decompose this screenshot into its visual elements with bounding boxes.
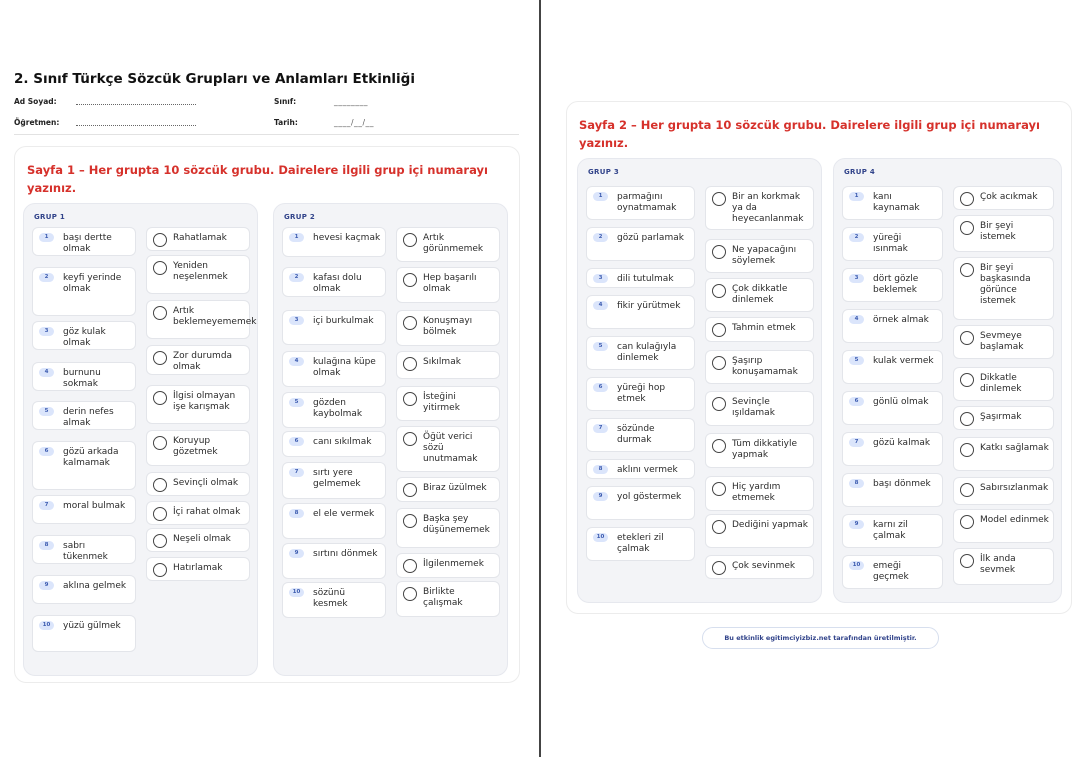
phrase-item xyxy=(32,362,136,391)
phrase-item xyxy=(282,582,386,618)
meaning-text: Sevinçle ışıldamak xyxy=(732,397,775,418)
meaning-option xyxy=(705,317,814,342)
meaning-text: Biraz üzülmek xyxy=(423,483,487,493)
phrase-text: moral bulmak xyxy=(63,501,126,511)
meaning-text: Katkı sağlamak xyxy=(980,443,1049,453)
number-badge: 6 xyxy=(593,383,608,392)
answer-circle[interactable] xyxy=(403,514,417,528)
meaning-text: İsteğini yitirmek xyxy=(423,392,460,413)
phrase-item xyxy=(842,432,943,466)
number-badge: 10 xyxy=(289,588,304,597)
answer-circle[interactable] xyxy=(153,391,167,405)
group-panel xyxy=(833,158,1062,603)
answer-circle[interactable] xyxy=(403,357,417,371)
meaning-text: Sevmeye başlamak xyxy=(980,331,1024,352)
meaning-option xyxy=(146,472,250,496)
answer-circle[interactable] xyxy=(960,263,974,277)
answer-circle[interactable] xyxy=(403,233,417,247)
phrase-item xyxy=(842,514,943,548)
header-divider xyxy=(14,134,519,135)
phrase-text: keyfi yerinde olmak xyxy=(63,273,122,294)
number-badge: 3 xyxy=(289,316,304,325)
phrase-item xyxy=(32,321,136,350)
meaning-text: İlgisi olmayan işe karışmak xyxy=(173,391,236,412)
sinif-label: Sınıf: xyxy=(274,97,297,106)
number-badge: 2 xyxy=(593,233,608,242)
meaning-text: Öğüt verici sözü unutmamak xyxy=(423,432,478,464)
meaning-option xyxy=(146,300,257,339)
meaning-column xyxy=(146,204,257,677)
number-badge: 9 xyxy=(849,520,864,529)
answer-circle[interactable] xyxy=(712,561,726,575)
meaning-text: Başka şey düşünememek xyxy=(423,514,490,535)
answer-circle[interactable] xyxy=(960,554,974,568)
meaning-option xyxy=(146,345,250,375)
meaning-text: Rahatlamak xyxy=(173,233,227,243)
meaning-option xyxy=(953,548,1054,585)
phrase-item xyxy=(586,418,695,452)
group-panel xyxy=(273,203,508,676)
phrase-text: başı dönmek xyxy=(873,479,931,489)
answer-circle[interactable] xyxy=(712,245,726,259)
phrase-text: kulak vermek xyxy=(873,356,934,366)
page-1-card xyxy=(14,146,520,683)
meaning-text: İlgilenmemek xyxy=(423,559,484,569)
meaning-option xyxy=(146,385,250,424)
answer-circle[interactable] xyxy=(403,483,417,497)
tarih-label: Tarih: xyxy=(274,118,298,127)
number-badge: 9 xyxy=(289,549,304,558)
answer-circle[interactable] xyxy=(960,221,974,235)
tarih-field[interactable]: ____/__/__ xyxy=(334,118,375,127)
meaning-text: Çok sevinmek xyxy=(732,561,796,571)
meaning-option xyxy=(705,391,814,426)
phrase-item xyxy=(282,431,386,457)
phrase-item xyxy=(32,267,136,316)
phrase-text: aklına gelmek xyxy=(63,581,127,591)
phrase-item xyxy=(842,350,943,384)
phrase-item xyxy=(32,535,136,564)
meaning-text: Hep başarılı olmak xyxy=(423,273,477,294)
phrase-text: burnunu sokmak xyxy=(63,368,101,389)
answer-circle[interactable] xyxy=(960,483,974,497)
number-badge: 6 xyxy=(39,447,54,456)
worksheet-page-1 xyxy=(0,0,540,757)
phrase-item xyxy=(32,495,136,524)
meaning-text: Sıkılmak xyxy=(423,357,461,367)
phrase-item xyxy=(282,267,386,297)
answer-circle[interactable] xyxy=(712,397,726,411)
answer-circle[interactable] xyxy=(153,261,167,275)
group-title: GRUP 2 xyxy=(284,213,316,221)
meaning-option xyxy=(705,433,814,468)
answer-circle[interactable] xyxy=(712,192,726,206)
phrase-text: gözü kalmak xyxy=(873,438,931,448)
meaning-option xyxy=(146,227,250,251)
answer-circle[interactable] xyxy=(403,392,417,406)
phrase-text: gözü parlamak xyxy=(617,233,684,243)
phrase-item xyxy=(282,227,386,257)
number-badge: 8 xyxy=(849,479,864,488)
number-badge: 4 xyxy=(289,357,304,366)
meaning-option xyxy=(953,325,1054,359)
meaning-text: Birlikte çalışmak xyxy=(423,587,463,608)
number-badge: 7 xyxy=(849,438,864,447)
phrase-text: gözü arkada kalmamak xyxy=(63,447,119,468)
phrase-text: karnı zil çalmak xyxy=(873,520,908,541)
phrase-text: gözden kaybolmak xyxy=(313,398,363,419)
phrase-text: yüzü gülmek xyxy=(63,621,121,631)
meaning-text: İlk anda sevmek xyxy=(980,554,1016,575)
meaning-option xyxy=(953,367,1054,401)
meaning-text: Tüm dikkatiyle yapmak xyxy=(732,439,797,460)
meaning-option xyxy=(953,215,1054,252)
phrase-text: derin nefes almak xyxy=(63,407,114,428)
worksheet-title: 2. Sınıf Türkçe Sözcük Grupları ve Anlamları Etkinliği xyxy=(14,71,415,87)
phrase-text: göz kulak olmak xyxy=(63,327,106,348)
phrase-item xyxy=(586,186,695,220)
meaning-option xyxy=(705,476,814,511)
info-row-teacher xyxy=(14,118,374,127)
meaning-text: Neşeli olmak xyxy=(173,534,231,544)
meaning-option xyxy=(396,227,500,262)
meaning-text: Zor durumda olmak xyxy=(173,351,233,372)
number-badge: 3 xyxy=(849,274,864,283)
answer-circle[interactable] xyxy=(960,331,974,345)
meaning-column xyxy=(953,159,1054,604)
meaning-text: Model edinmek xyxy=(980,515,1049,525)
number-badge: 8 xyxy=(39,541,54,550)
meaning-option xyxy=(953,509,1054,543)
answer-circle[interactable] xyxy=(960,515,974,529)
phrase-column xyxy=(282,204,386,677)
meaning-option xyxy=(396,477,500,502)
phrase-text: gönlü olmak xyxy=(873,397,929,407)
number-badge: 4 xyxy=(593,301,608,310)
phrase-item xyxy=(586,486,695,520)
phrase-text: kanı kaynamak xyxy=(873,192,920,213)
phrase-column xyxy=(586,159,695,604)
answer-circle[interactable] xyxy=(153,507,167,521)
meaning-option xyxy=(705,186,814,230)
answer-circle[interactable] xyxy=(403,587,417,601)
answer-circle[interactable] xyxy=(153,351,167,365)
meaning-option xyxy=(396,581,500,617)
group-panel xyxy=(577,158,822,603)
number-badge: 6 xyxy=(849,397,864,406)
number-badge: 3 xyxy=(39,327,54,336)
meaning-option xyxy=(953,406,1054,430)
phrase-text: sabrı tükenmek xyxy=(63,541,108,562)
phrase-text: hevesi kaçmak xyxy=(313,233,381,243)
phrase-item xyxy=(282,310,386,345)
answer-circle[interactable] xyxy=(403,273,417,287)
meaning-text: Şaşırmak xyxy=(980,412,1022,422)
group-title: GRUP 1 xyxy=(34,213,66,221)
meaning-text: Hatırlamak xyxy=(173,563,223,573)
number-badge: 5 xyxy=(593,342,608,351)
number-badge: 10 xyxy=(593,533,608,542)
ogretmen-label: Öğretmen: xyxy=(14,118,60,127)
meaning-option xyxy=(705,350,814,384)
phrase-item xyxy=(842,473,943,507)
phrase-item xyxy=(842,186,943,220)
number-badge: 10 xyxy=(849,561,864,570)
number-badge: 5 xyxy=(849,356,864,365)
phrase-item xyxy=(586,295,695,329)
phrase-column xyxy=(842,159,943,604)
phrase-item xyxy=(842,391,943,425)
number-badge: 5 xyxy=(39,407,54,416)
phrase-item xyxy=(586,377,695,411)
worksheet-page-2 xyxy=(542,0,1083,757)
meaning-column xyxy=(705,159,814,604)
footer-credit: Bu etkinlik egitimciyizbiz.net tarafından üretilmiştir. xyxy=(702,627,939,649)
meaning-option xyxy=(705,239,814,273)
meaning-option xyxy=(953,186,1054,210)
phrase-item xyxy=(842,227,943,261)
phrase-text: can kulağıyla dinlemek xyxy=(617,342,677,363)
phrase-text: yol göstermek xyxy=(617,492,682,502)
meaning-text: Artık beklemeyememek xyxy=(173,306,257,327)
phrase-text: sözünde durmak xyxy=(617,424,655,445)
phrase-item xyxy=(32,441,136,490)
answer-circle[interactable] xyxy=(403,316,417,330)
number-badge: 8 xyxy=(593,465,608,474)
phrase-text: örnek almak xyxy=(873,315,929,325)
meaning-option xyxy=(705,555,814,579)
phrase-text: sırtını dönmek xyxy=(313,549,378,559)
number-badge: 7 xyxy=(289,468,304,477)
phrase-text: el ele vermek xyxy=(313,509,375,519)
phrase-item xyxy=(32,227,136,256)
meaning-option xyxy=(396,508,500,548)
phrase-text: kafası dolu olmak xyxy=(313,273,362,294)
number-badge: 1 xyxy=(593,192,608,201)
group-title: GRUP 3 xyxy=(588,168,620,176)
meaning-text: Hiç yardım etmemek xyxy=(732,482,781,503)
meaning-option xyxy=(396,267,500,303)
phrase-text: emeği geçmek xyxy=(873,561,909,582)
phrase-item xyxy=(32,615,136,652)
number-badge: 10 xyxy=(39,621,54,630)
answer-circle[interactable] xyxy=(960,192,974,206)
phrase-text: yüreği ısınmak xyxy=(873,233,908,254)
phrase-text: aklını vermek xyxy=(617,465,678,475)
meaning-option xyxy=(396,426,500,472)
phrase-item xyxy=(32,401,136,430)
number-badge: 4 xyxy=(39,368,54,377)
number-badge: 4 xyxy=(849,315,864,324)
answer-circle[interactable] xyxy=(712,356,726,370)
ad-soyad-field[interactable] xyxy=(76,99,196,105)
meaning-text: Artık görünmemek xyxy=(423,233,484,254)
phrase-text: sırtı yere gelmemek xyxy=(313,468,361,489)
answer-circle[interactable] xyxy=(153,534,167,548)
number-badge: 9 xyxy=(39,581,54,590)
meaning-text: Bir an korkmak ya da heyecanlanmak xyxy=(732,192,804,224)
meaning-text: Sevinçli olmak xyxy=(173,478,239,488)
meaning-option xyxy=(146,528,250,552)
info-row-name xyxy=(14,97,368,106)
phrase-text: parmağını oynatmamak xyxy=(617,192,677,213)
phrase-text: sözünü kesmek xyxy=(313,588,348,609)
phrase-item xyxy=(842,309,943,343)
meaning-option xyxy=(396,351,500,379)
meaning-text: Yeniden neşelenmek xyxy=(173,261,228,282)
phrase-text: etekleri zil çalmak xyxy=(617,533,664,554)
phrase-item xyxy=(586,268,695,288)
answer-circle[interactable] xyxy=(960,373,974,387)
phrase-item xyxy=(586,459,695,479)
phrase-text: yüreği hop etmek xyxy=(617,383,666,404)
group-title: GRUP 4 xyxy=(844,168,876,176)
answer-circle[interactable] xyxy=(153,563,167,577)
meaning-text: Dediğini yapmak xyxy=(732,520,809,530)
answer-circle[interactable] xyxy=(712,520,726,534)
meaning-text: Bir şeyi başkasında görünce istemek xyxy=(980,263,1031,306)
answer-circle[interactable] xyxy=(712,482,726,496)
meaning-text: Şaşırıp konuşamamak xyxy=(732,356,798,377)
meaning-option xyxy=(396,386,500,421)
meaning-text: Dikkatle dinlemek xyxy=(980,373,1022,394)
meaning-option xyxy=(146,557,250,581)
phrase-item xyxy=(586,227,695,261)
meaning-option xyxy=(953,477,1054,505)
phrase-item xyxy=(282,462,386,499)
page-divider xyxy=(539,0,541,757)
meaning-text: Koruyup gözetmek xyxy=(173,436,218,457)
number-badge: 7 xyxy=(39,501,54,510)
number-badge: 1 xyxy=(849,192,864,201)
answer-circle[interactable] xyxy=(712,439,726,453)
phrase-item xyxy=(586,336,695,370)
page-1-title: Sayfa 1 – Her grupta 10 sözcük grubu. Dairelere ilgili grup içi numarayı yazınız. xyxy=(27,163,488,195)
phrase-column xyxy=(32,204,136,677)
meaning-column xyxy=(396,204,500,677)
phrase-text: dili tutulmak xyxy=(617,274,674,284)
page-2-card xyxy=(566,101,1072,614)
phrase-item xyxy=(586,527,695,561)
sinif-field[interactable]: ________ xyxy=(334,97,368,106)
meaning-text: Ne yapacağını söylemek xyxy=(732,245,797,266)
answer-circle[interactable] xyxy=(960,443,974,457)
answer-circle[interactable] xyxy=(712,323,726,337)
answer-circle[interactable] xyxy=(960,412,974,426)
number-badge: 3 xyxy=(593,274,608,283)
answer-circle[interactable] xyxy=(153,233,167,247)
phrase-text: fikir yürütmek xyxy=(617,301,681,311)
meaning-text: Konuşmayı bölmek xyxy=(423,316,473,337)
meaning-text: Sabırsızlanmak xyxy=(980,483,1049,493)
meaning-text: Çok acıkmak xyxy=(980,192,1038,202)
meaning-text: Bir şeyi istemek xyxy=(980,221,1016,242)
phrase-text: kulağına küpe olmak xyxy=(313,357,376,378)
number-badge: 1 xyxy=(289,233,304,242)
ogretmen-field[interactable] xyxy=(76,120,196,126)
number-badge: 2 xyxy=(39,273,54,282)
page-2-title: Sayfa 2 – Her grupta 10 sözcük grubu. Dairelere ilgili grup içi numarayı yazınız. xyxy=(579,118,1040,150)
number-badge: 9 xyxy=(593,492,608,501)
meaning-option xyxy=(396,310,500,346)
answer-circle[interactable] xyxy=(153,306,167,320)
meaning-option xyxy=(705,514,814,548)
answer-circle[interactable] xyxy=(153,478,167,492)
phrase-text: canı sıkılmak xyxy=(313,437,372,447)
phrase-item xyxy=(842,555,943,589)
group-panel xyxy=(23,203,258,676)
meaning-option xyxy=(146,430,250,466)
number-badge: 2 xyxy=(289,273,304,282)
answer-circle[interactable] xyxy=(712,284,726,298)
phrase-text: içi burkulmak xyxy=(313,316,374,326)
meaning-option xyxy=(396,553,500,578)
phrase-item xyxy=(282,351,386,387)
meaning-text: İçi rahat olmak xyxy=(173,507,241,517)
meaning-text: Çok dikkatle dinlemek xyxy=(732,284,788,305)
phrase-text: dört gözle beklemek xyxy=(873,274,919,295)
number-badge: 7 xyxy=(593,424,608,433)
phrase-item xyxy=(282,503,386,539)
number-badge: 8 xyxy=(289,509,304,518)
ad-soyad-label: Ad Soyad: xyxy=(14,97,57,106)
answer-circle[interactable] xyxy=(153,436,167,450)
meaning-option xyxy=(953,437,1054,471)
answer-circle[interactable] xyxy=(403,432,417,446)
phrase-item xyxy=(842,268,943,302)
meaning-option xyxy=(953,257,1054,320)
meaning-text: Tahmin etmek xyxy=(732,323,796,333)
answer-circle[interactable] xyxy=(403,559,417,573)
number-badge: 5 xyxy=(289,398,304,407)
phrase-item xyxy=(282,392,386,428)
phrase-item xyxy=(282,543,386,579)
phrase-text: başı dertte olmak xyxy=(63,233,112,254)
meaning-option xyxy=(705,278,814,312)
meaning-option xyxy=(146,255,250,294)
meaning-option xyxy=(146,501,250,525)
number-badge: 1 xyxy=(39,233,54,242)
phrase-item xyxy=(32,575,136,604)
number-badge: 6 xyxy=(289,437,304,446)
number-badge: 2 xyxy=(849,233,864,242)
